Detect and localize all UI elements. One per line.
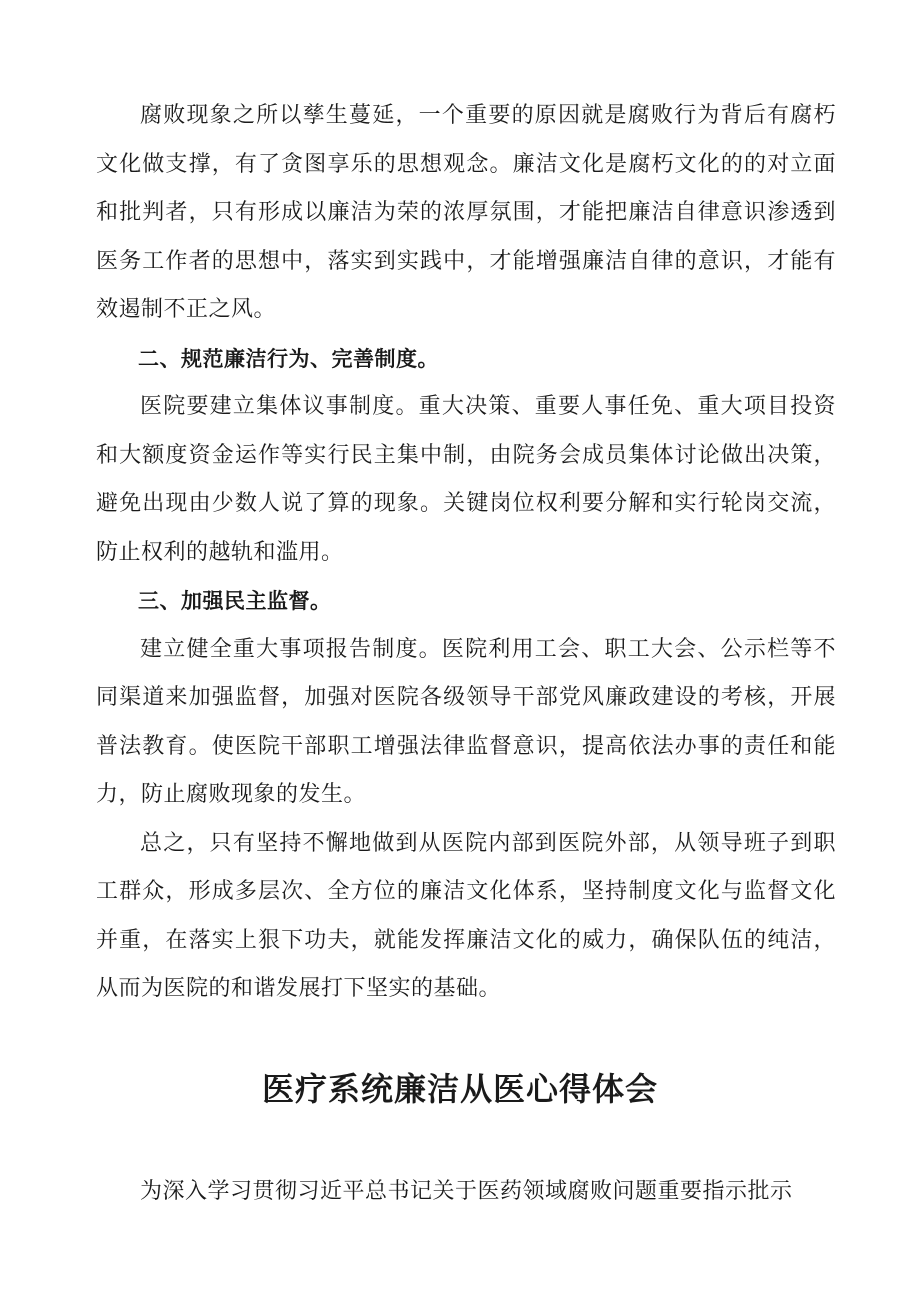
paragraph-corruption-culture: 腐败现象之所以孳生蔓延，一个重要的原因就是腐败行为背后有腐朽文化做支撑，有了贪图享乐的思想观念。廉洁文化是腐朽文化的的对立面和批判者，只有形成以廉洁为荣的浓厚氛围，才能把廉洁自律意识渗透到医务工作者的思想中，落实到实践中，才能增强廉洁自律的意识，才能有效遏制不正之风。 (96, 103, 836, 322)
document-body (96, 92, 836, 1014)
paragraph-reporting-system: 建立健全重大事项报告制度。医院利用工会、职工大会、公示栏等不同渠道来加强监督，加强对医院各级领导干部党风廉政建设的考核，开展普法教育。使医院干部职工增强法律监督意识，提高依法办事的责任和能力，防止腐败现象的发生。 (96, 636, 836, 807)
heading-democratic-supervision: 三、加强民主监督。 (138, 589, 332, 613)
heading-standardize-conduct: 二、规范廉洁行为、完善制度。 (138, 346, 439, 371)
paragraph-collective-decision: 医院要建立集体议事制度。重大决策、重要人事任免、重大项目投资和大额度资金运作等实行民主集中制，由院务会成员集体讨论做出决策，避免出现由少数人说了算的现象。关键岗位权利要分解和实行轮岗交流，防止权利的越轨和滥用。 (96, 394, 836, 565)
second-article-body (96, 1168, 836, 1217)
document-title: 医疗系统廉洁从医心得体会 (261, 1070, 658, 1108)
paragraph-intro: 为深入学习贯彻习近平总书记关于医药领域腐败问题重要指示批示 (140, 1179, 793, 1204)
paragraph-conclusion: 总之，只有坚持不懈地做到从医院内部到医院外部，从领导班子到职工群众，形成多层次、全方位的廉洁文化体系，坚持制度文化与监督文化并重，在落实上狠下功夫，就能发挥廉洁文化的威力，确保队伍的纯洁，从而为医院的和谐发展打下坚实的基础。 (96, 830, 836, 1001)
